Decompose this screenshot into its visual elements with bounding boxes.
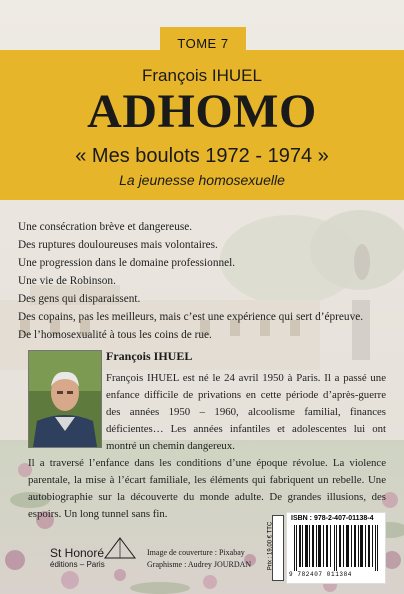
book-tagline: La jeunesse homosexuelle [119,172,285,188]
blurb-line: Des gens qui disparaissent. [18,293,141,305]
volume-label: TOME 7 [160,27,246,63]
blurb-line: Une vie de Robinson. [18,275,116,287]
cover-image-credit: Image de couverture : Pixabay [147,548,245,557]
blurb-line: De l’homosexualité à tous les coins de rue. [18,329,212,341]
price-label: Prix : 19,00 € TTC [267,521,274,571]
blurb [18,218,378,344]
isbn-barcode [286,512,386,584]
blurb-line: Une consécration brève et dangereuse. [18,221,193,233]
book-title: ADHOMO [87,85,317,138]
bio-author-name: François IHUEL [106,349,193,363]
barcode-icon [293,525,379,571]
author-photo [28,350,102,448]
blurb-line: Une progression dans le domaine professionnel. [18,257,236,269]
publisher-logo [50,546,120,569]
bio-paragraph-top: François IHUEL est né le 24 avril 1950 à Paris. Il a passé une enfance difficile de privations en cette période d’après-guerre des années 1950 – 1960, alcoolisme familial, finances déficientes… Les années infantiles et adolescentes lui ont montré un chemin dangereux. [106,372,386,452]
price-tag [267,515,284,581]
publisher-name: St Honoré [50,546,105,560]
barcode-digits: 9 782407 011384 [289,571,353,578]
isbn-label: ISBN : 978-2-407-01138-4 [291,515,374,522]
blurb-line: Des ruptures douloureuses mais volontaires. [18,239,218,251]
blurb-line: Des copains, pas les meilleurs, mais c’est une expérience qui sert d’épreuve. [18,311,364,323]
bio-paragraph-bottom: Il a traversé l’enfance dans les conditions d’une époque révolue. La violence parentale, la mise à l’écart familiale, les éléments qui fabriquent un rebelle. Une autobiographie sur la découverte du monde adulte. De grandes illusions, des espoirs. Un long tunnel sans fin. [28,457,386,520]
credits [147,547,251,571]
author-name: François IHUEL [142,66,262,85]
book-subtitle: « Mes boulots 1972 - 1974 » [75,145,329,167]
pyramid-icon [104,537,136,559]
publisher-city: éditions – Paris [50,560,105,569]
design-credit: Graphisme : Audrey JOURDAN [147,560,252,569]
